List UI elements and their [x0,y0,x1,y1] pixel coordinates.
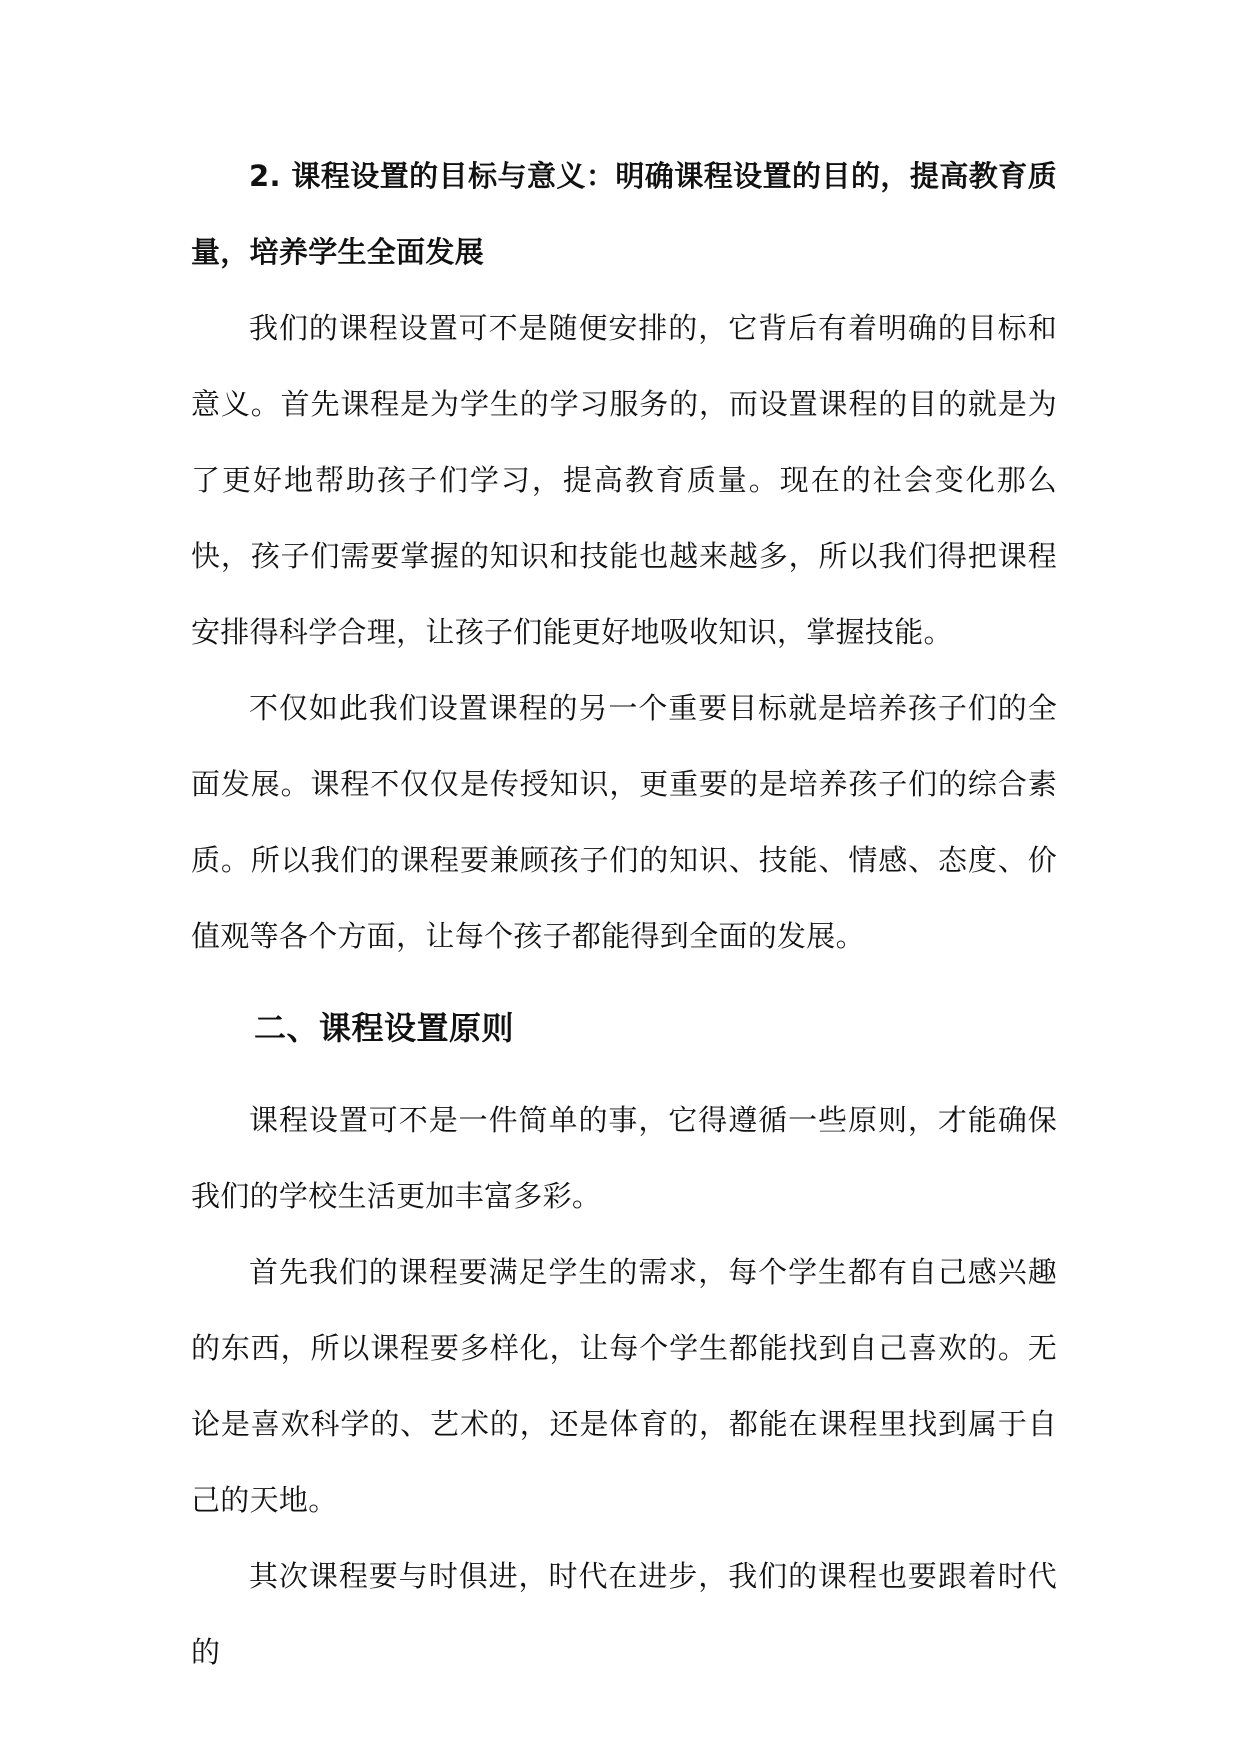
paragraph-keep-pace: 其次课程要与时俱进，时代在进步，我们的课程也要跟着时代的 [191,1559,1057,1669]
paragraph-principles-intro: 课程设置可不是一件简单的事，它得遵循一些原则，才能确保我们的学校生活更加丰富多彩。 [191,1103,1057,1213]
paragraph-student-needs: 首先我们的课程要满足学生的需求，每个学生都有自己感兴趣的东西，所以课程要多样化，让每个学生都能找到自己喜欢的。无论是喜欢科学的、艺术的，还是体育的，都能在课程里找到属于自己的天地。 [191,1255,1057,1517]
subsection-heading: 2. 课程设置的目标与意义：明确课程设置的目的，提高教育质量，培养学生全面发展 [191,159,1057,269]
section-heading: 二、课程设置原则 [254,1009,515,1047]
document-body [191,138,1057,1690]
paragraph-goals: 我们的课程设置可不是随便安排的，它背后有着明确的目标和意义。首先课程是为学生的学习服务的，而设置课程的目的就是为了更好地帮助孩子们学习，提高教育质量。现在的社会变化那么快，孩子们需要掌握的知识和技能也越来越多，所以我们得把课程安排得科学合理，让孩子们能更好地吸收知识，掌握技能。 [191,311,1057,649]
paragraph-holistic-development: 不仅如此我们设置课程的另一个重要目标就是培养孩子们的全面发展。课程不仅仅是传授知识，更重要的是培养孩子们的综合素质。所以我们的课程要兼顾孩子们的知识、技能、情感、态度、价值观等各个方面，让每个孩子都能得到全面的发展。 [191,691,1057,953]
